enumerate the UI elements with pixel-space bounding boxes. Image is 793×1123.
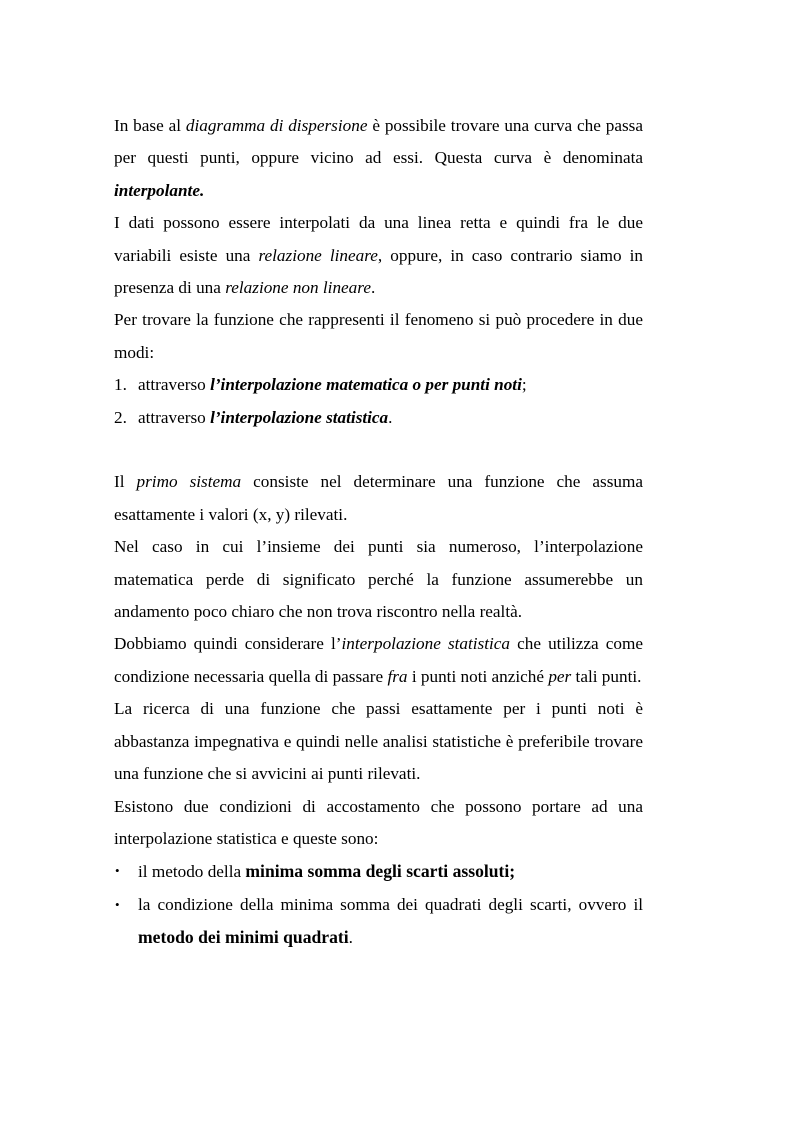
- text-span: .: [388, 407, 393, 427]
- text-span: .: [370, 278, 376, 298]
- bold-italic-term: l’interpolazione matematica o per punti noti: [210, 375, 522, 395]
- italic-term: relazione lineare: [258, 245, 378, 265]
- bold-term: minima somma degli scarti assoluti;: [245, 861, 516, 882]
- text-span: la condizione della minima somma dei quadrati degli scarti, ovvero il: [138, 894, 643, 914]
- list-number: 2.: [114, 407, 127, 427]
- text-span: In base al: [114, 116, 186, 135]
- text-span: .: [348, 928, 353, 948]
- paragraph-procedure: Per trovare la funzione che rappresenti il fenomeno si può procedere in due modi:: [114, 310, 643, 362]
- paragraph-relazione: [114, 207, 643, 304]
- text-span: , oppure, in caso contrario siamo in presenza di una: [114, 245, 643, 298]
- bullet-icon: •: [115, 896, 120, 912]
- paragraph-condizioni: Esistono due condizioni di accostamento che possono portare ad una interpolazione statistica e queste sono:: [114, 796, 643, 848]
- italic-term: relazione non lineare: [225, 278, 371, 298]
- bold-term: metodo dei minimi quadrati: [138, 927, 349, 948]
- paragraph-statistica: [114, 628, 643, 693]
- text-span: consiste nel determinare una funzione che assuma esattamente i valori (x, y) rilevati.: [114, 472, 644, 524]
- text-span: Il: [114, 472, 137, 492]
- condition-item-2: [114, 889, 643, 955]
- italic-term: primo sistema: [136, 472, 242, 492]
- document-page: [114, 110, 643, 955]
- paragraph-interpolante: [114, 110, 643, 207]
- text-span: il metodo della: [138, 862, 246, 882]
- paragraph-numeroso: Nel caso in cui l’insieme dei punti sia numeroso, l’interpolazione matematica perde di significato perché la funzione assumerebbe un andamento poco chiaro che non trova riscontro nella realtà.: [114, 537, 643, 622]
- text-span: è possibile trovare una curva che passa per questi punti, oppure vicino ad essi. Questa curva è denominata: [114, 116, 643, 168]
- italic-term: diagramma di dispersione: [185, 116, 368, 135]
- paragraph-gap: [114, 434, 643, 466]
- text-span: attraverso: [138, 407, 211, 427]
- method-item-1: [114, 369, 643, 401]
- text-span: attraverso: [138, 375, 211, 395]
- italic-term: per: [548, 666, 572, 686]
- conditions-list: [114, 855, 643, 954]
- methods-list: [114, 369, 643, 434]
- text-span: Dobbiamo quindi considerare l’: [114, 634, 342, 654]
- bold-italic-term: l’interpolazione statistica: [210, 407, 389, 427]
- text-span: ;: [521, 375, 527, 395]
- text-span: che utilizza come condizione necessaria quella di passare: [114, 634, 643, 686]
- text-span: tali punti.: [571, 666, 642, 686]
- method-item-2: [114, 402, 643, 434]
- italic-term: fra: [387, 666, 408, 686]
- paragraph-primo-sistema: [114, 466, 643, 531]
- text-span: I dati possono essere interpolati da una linea retta e quindi fra le due variabili esiste una: [114, 213, 643, 265]
- list-number: 1.: [114, 375, 127, 395]
- text-span: i punti noti anziché: [407, 666, 549, 686]
- bold-italic-term: interpolante.: [114, 180, 205, 200]
- italic-term: interpolazione statistica: [341, 634, 511, 654]
- bullet-icon: •: [115, 863, 120, 879]
- condition-item-1: [114, 855, 643, 888]
- paragraph-ricerca: La ricerca di una funzione che passi esattamente per i punti noti è abbastanza impegnativa e quindi nelle analisi statistiche è preferibile trovare una funzione che si avvicini ai punti rilevati.: [114, 699, 643, 784]
